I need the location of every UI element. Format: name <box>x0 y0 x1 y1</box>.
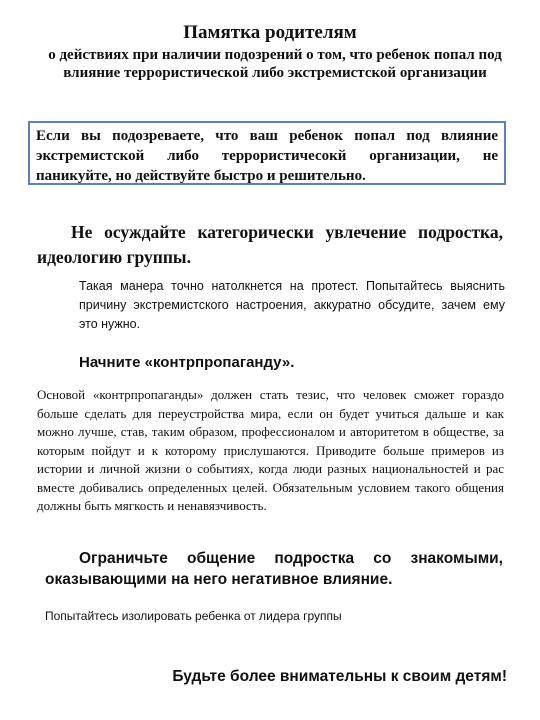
callout-text: Если вы подозреваете, что ваш ребенок попал под влияние экстремистской либо террористичесокй организации, не паникуйте, но действуйте быстро и решительно. <box>36 128 498 184</box>
section-heading-counter-propaganda: Начните «контрпропаганду». <box>79 354 295 371</box>
section-heading-no-judging: Не осуждайте категорически увлечение подростка, идеологию группы. <box>37 222 503 267</box>
section-body-no-judging: Такая манера точно натолкнется на протест. Попытайтесь выяснить причину экстремистского настроения, аккуратно обсудите, зачем ему это нужно. <box>79 279 505 331</box>
warning-callout-box <box>28 121 506 185</box>
page-subtitle: о действиях при наличии подозрений о том, что ребенок попал под влияние террористической либо экстремистской организации <box>48 47 502 81</box>
section-body-counter-propaganda: Основой «контрпропаганды» должен стать тезис, что человек сможет гораздо больше сделать для переустройства мира, если он будет учиться дальше и как можно лучше, став, таким образом, профессионалом и авторитетом в обществе, за которым пойдут и к которому прислушаются. Приводите больше примеров из истории и личной жизни о событиях, когда люди разных национальностей и рас вместе добивались определенных целей. Обязательным условием такого общения должны быть мягкость и ненавязчивость. <box>37 387 504 513</box>
section-body-limit-contacts: Попытайтесь изолировать ребенка от лидера группы <box>45 609 342 623</box>
page-title: Памятка родителям <box>183 22 357 43</box>
closing-statement: Будьте более внимательны к своим детям! <box>172 668 507 685</box>
section-heading-limit-contacts: Ограничьте общение подростка со знакомыми, оказывающими на него негативное влияние. <box>45 550 503 588</box>
